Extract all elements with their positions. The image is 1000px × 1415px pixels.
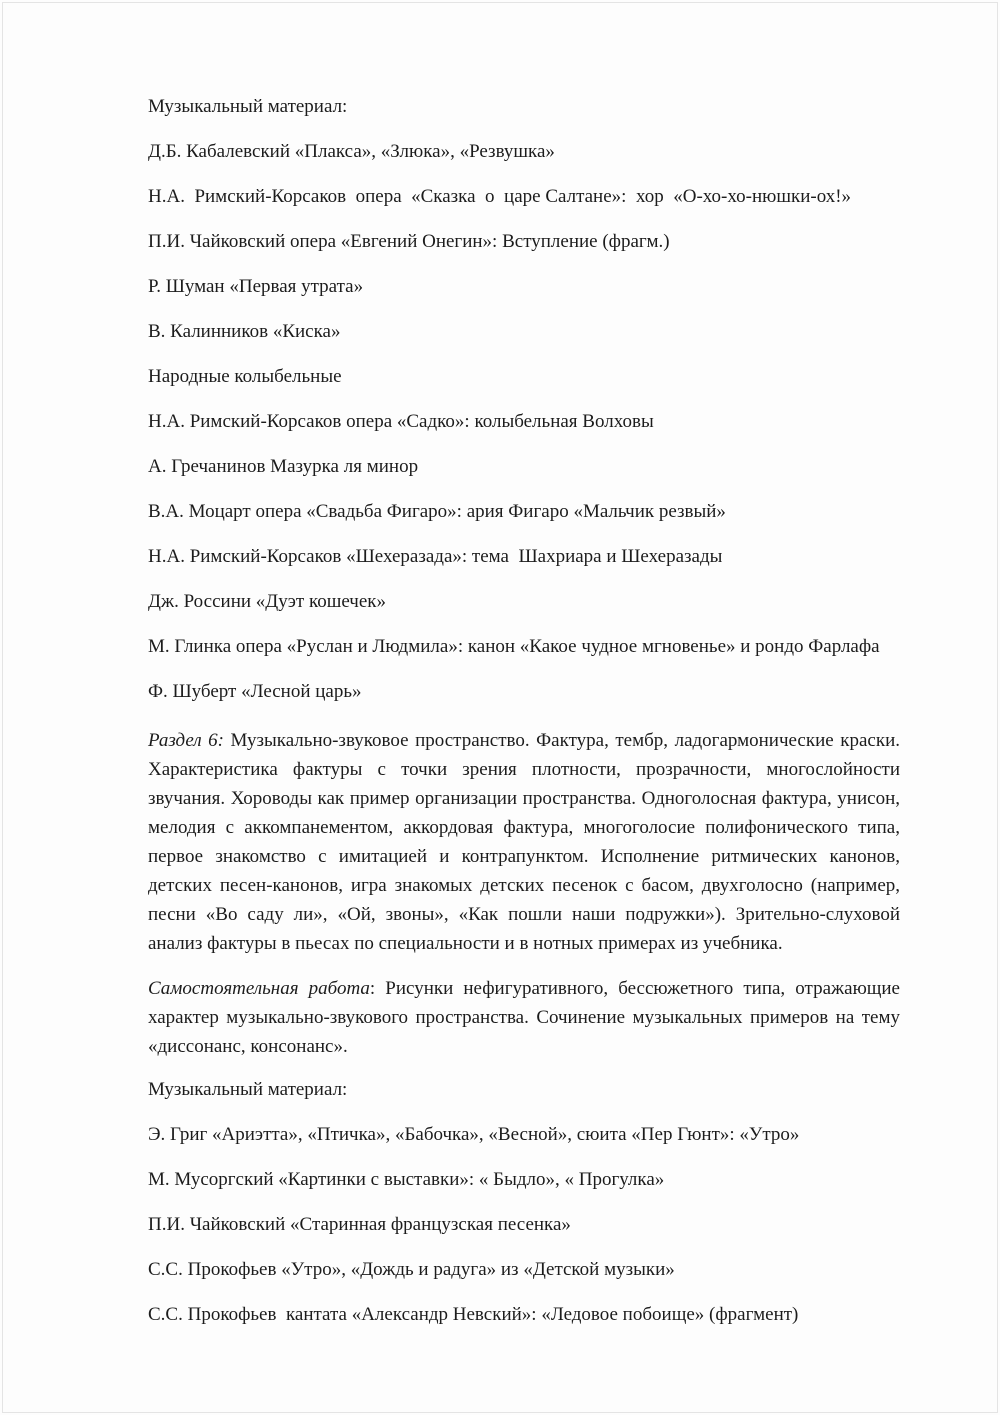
list-item: М. Глинка опера «Руслан и Людмила»: канон «Какое чудное мгновенье» и рондо Фарлафа [148,636,880,657]
music-material-list-2 [148,1124,934,1325]
music-material-heading-2: Музыкальный материал: [148,1079,348,1100]
list-item: Н.А. Римский-Корсаков опера «Сказка о царе Салтане»: хор «О-хо-хо-нюшки-ох!» [148,186,852,207]
section-6-paragraph [148,726,900,958]
document-content [148,96,934,1349]
list-item: С.С. Прокофьев кантата «Александр Невский»: «Ледовое побоище» (фрагмент) [148,1304,799,1325]
music-material-heading-1: Музыкальный материал: [148,96,348,117]
list-item: Д.Б. Кабалевский «Плакса», «Злюка», «Резвушка» [148,141,555,162]
list-item: Р. Шуман «Первая утрата» [148,276,364,297]
list-item: В. Калинников «Киска» [148,321,341,342]
list-item: Дж. Россини «Дуэт кошечек» [148,591,387,612]
music-material-list-1 [148,141,934,702]
list-item: П.И. Чайковский «Старинная французская песенка» [148,1214,571,1235]
self-work-paragraph [148,974,900,1061]
list-item: Н.А. Римский-Корсаков «Шехеразада»: тема Шахриара и Шехеразады [148,546,723,567]
list-item: М. Мусоргский «Картинки с выставки»: « Быдло», « Прогулка» [148,1169,665,1190]
list-item: В.А. Моцарт опера «Свадьба Фигаро»: ария Фигаро «Мальчик резвый» [148,501,726,522]
list-item: А. Гречанинов Мазурка ля минор [148,456,419,477]
list-item: Ф. Шуберт «Лесной царь» [148,681,362,702]
list-item: Народные колыбельные [148,366,342,387]
self-work-body: : Рисунки нефигуративного, бессюжетного типа, отражающие характер музыкально-звукового пространства. Сочинение музыкальных примеров на тему «диссонанс, консонанс». [148,978,900,1057]
list-item: Н.А. Римский-Корсаков опера «Садко»: колыбельная Волховы [148,411,654,432]
list-item: С.С. Прокофьев «Утро», «Дождь и радуга» из «Детской музыки» [148,1259,675,1280]
list-item: Э. Григ «Ариэтта», «Птичка», «Бабочка», «Весной», сюита «Пер Гюнт»: «Утро» [148,1124,800,1145]
list-item: П.И. Чайковский опера «Евгений Онегин»: Вступление (фрагм.) [148,231,670,252]
section-6-lead: Раздел 6: [148,730,225,751]
section-6-body: Музыкально-звуковое пространство. Фактура, тембр, ладогармонические краски. Характеристика фактуры с точки зрения плотности, прозрачности, многослойности звучания. Хороводы как пример организации пространства. Одноголосная фактура, унисон, мелодия с аккомпанементом, аккордовая фактура, многоголосие полифонического типа, первое знакомство с имитацией и контрапунктом. Исполнение ритмических канонов, детских песен-канонов, игра знакомых детских песенок с басом, двухголосно (например, песни «Во саду ли», «Ой, звоны», «Как пошли наши подружки»). Зрительно-слуховой анализ фактуры в пьесах по специальности и в нотных примерах из учебника. [148,730,900,954]
self-work-lead: Самостоятельная работа [148,978,370,999]
